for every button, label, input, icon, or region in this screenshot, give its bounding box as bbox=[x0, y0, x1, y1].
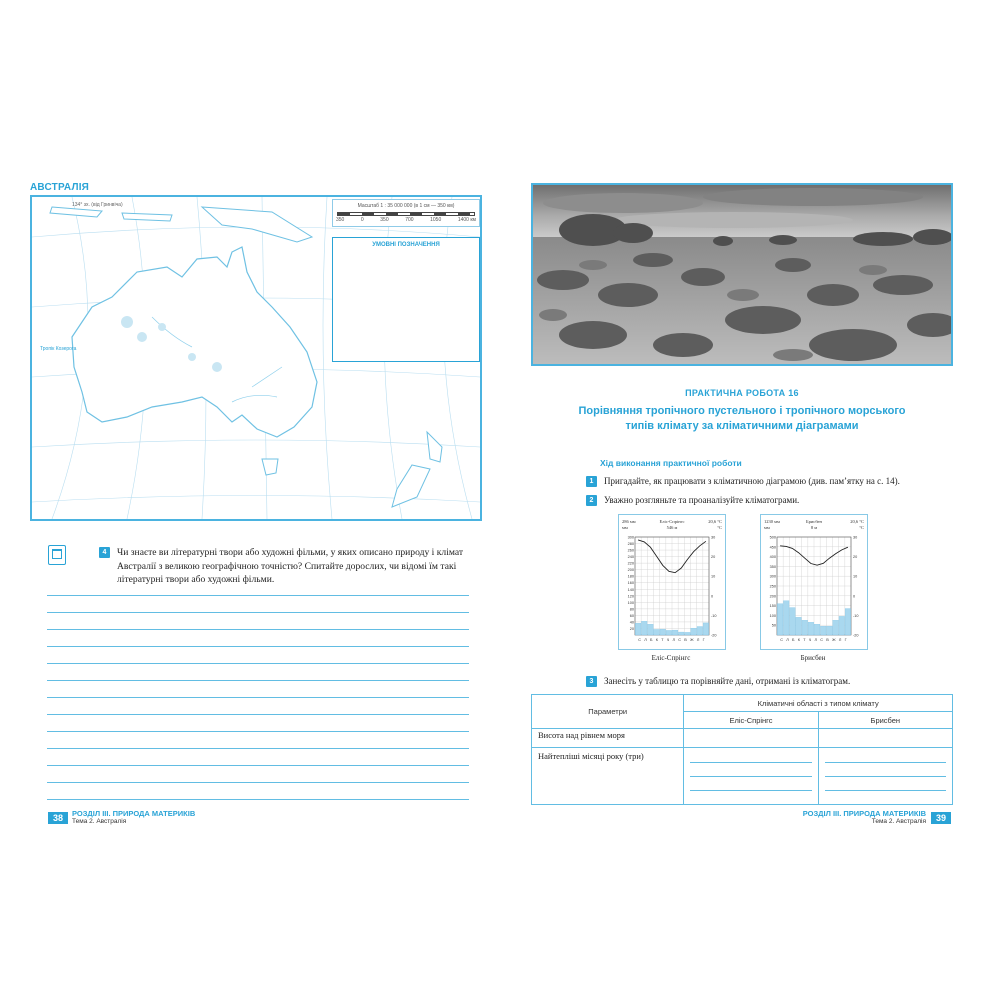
footer-section-right: РОЗДІЛ III. ПРИРОДА МАТЕРИКІВ bbox=[802, 809, 926, 818]
footer-topic-right: Тема 2. Австралія bbox=[871, 818, 926, 825]
c-unit-label: °C bbox=[717, 525, 722, 530]
scale-tick: 0 bbox=[360, 217, 364, 223]
answer-line[interactable] bbox=[47, 680, 469, 681]
footer-section-left: РОЗДІЛ III. ПРИРОДА МАТЕРИКІВ bbox=[72, 809, 196, 818]
table-row bbox=[532, 748, 953, 805]
y-tick-label: 300 bbox=[769, 574, 776, 579]
scale-box bbox=[332, 199, 480, 227]
climatogram-brisbane bbox=[760, 514, 868, 650]
row-label: Найтепліші місяці року (три) bbox=[532, 748, 684, 805]
photo-graphic bbox=[533, 185, 951, 364]
step-text-3: Занесіть у таблицю та порівняйте дані, отримані із кліматограм. bbox=[604, 676, 851, 686]
question-number: 4 bbox=[99, 547, 110, 558]
station-label: Брисбен bbox=[806, 519, 822, 524]
mm-unit-label: мм bbox=[764, 525, 770, 530]
answer-line[interactable] bbox=[47, 646, 469, 647]
precip-bar bbox=[820, 626, 826, 635]
answer-line[interactable] bbox=[47, 697, 469, 698]
scale-bar bbox=[337, 212, 475, 216]
answer-line[interactable] bbox=[47, 595, 469, 596]
precip-bar bbox=[697, 627, 703, 635]
precip-bar bbox=[833, 620, 839, 635]
answer-line[interactable] bbox=[47, 714, 469, 715]
temp-tick-label: 20 bbox=[853, 555, 858, 560]
precip-total-label: 1230 мм bbox=[764, 519, 780, 524]
y-tick-label: 240 bbox=[627, 555, 634, 560]
y-tick-label: 300 bbox=[627, 535, 634, 540]
answer-line[interactable] bbox=[47, 731, 469, 732]
col-header-brisbane: Брисбен bbox=[818, 712, 952, 729]
answer-cell[interactable] bbox=[684, 729, 818, 748]
y-tick-label: 220 bbox=[627, 561, 634, 566]
answer-line[interactable] bbox=[47, 799, 469, 800]
book-icon bbox=[48, 545, 66, 565]
answer-line[interactable] bbox=[47, 765, 469, 766]
landscape-photo bbox=[531, 183, 953, 366]
param-header: Параметри bbox=[532, 695, 684, 729]
temp-tick-label: 30 bbox=[853, 535, 858, 540]
step-number-3: 3 bbox=[586, 676, 597, 687]
answer-line[interactable] bbox=[47, 782, 469, 783]
y-tick-label: 200 bbox=[769, 594, 776, 599]
precip-bar bbox=[814, 624, 820, 635]
y-tick-label: 250 bbox=[769, 584, 776, 589]
page-number-left: 38 bbox=[48, 812, 68, 824]
question-text: Чи знаєте ви літературні твори або художні фільми, у яких описано природу і клімат Австралії з великою географічною точністю? Спитайте дорослих, чи відомі їм такі літературні твори або художні фільми. bbox=[117, 547, 464, 585]
y-tick-label: 80 bbox=[629, 607, 634, 612]
precip-bar bbox=[783, 601, 789, 635]
precip-bar bbox=[672, 630, 678, 635]
y-tick-label: 180 bbox=[627, 574, 634, 579]
y-tick-label: 60 bbox=[629, 613, 634, 618]
y-tick-label: 200 bbox=[627, 568, 634, 573]
tropic-label: Тропік Козерога bbox=[40, 346, 77, 352]
precip-bar bbox=[802, 620, 808, 635]
y-tick-label: 350 bbox=[769, 564, 776, 569]
scale-text: Масштаб 1 : 35 000 000 (в 1 см — 350 км) bbox=[357, 203, 455, 209]
mean-temp-label: 20,6 °C bbox=[850, 519, 864, 524]
step-text-1: Пригадайте, як працювати з кліматичною діаграмою (див. пам’ятку на с. 14). bbox=[604, 476, 900, 486]
answer-cell[interactable] bbox=[818, 748, 952, 805]
group-header: Кліматичні області з типом клімату bbox=[684, 695, 953, 712]
precip-bar bbox=[827, 626, 833, 635]
month-labels: С Л Б К Т Ч Л С В Ж Л Г bbox=[638, 638, 706, 642]
legend-title: УМОВНІ ПОЗНАЧЕННЯ bbox=[372, 242, 440, 248]
answer-line[interactable] bbox=[47, 663, 469, 664]
y-tick-label: 160 bbox=[627, 581, 634, 586]
climatogram-graphic bbox=[619, 515, 725, 649]
y-tick-label: 40 bbox=[629, 620, 634, 625]
temp-tick-label: -20 bbox=[853, 633, 859, 638]
precip-bar bbox=[839, 616, 845, 635]
elevation-label: 8 м bbox=[810, 525, 818, 530]
y-tick-label: 500 bbox=[769, 535, 776, 540]
y-tick-label: 20 bbox=[629, 626, 634, 631]
answer-cell[interactable] bbox=[684, 748, 818, 805]
precip-bar bbox=[845, 609, 851, 635]
y-tick-label: 100 bbox=[627, 600, 634, 605]
climatogram-alice-springs bbox=[618, 514, 726, 650]
temp-tick-label: 30 bbox=[711, 535, 716, 540]
precip-bar bbox=[685, 632, 691, 635]
precip-bar bbox=[796, 617, 802, 635]
precip-bar bbox=[691, 628, 697, 635]
precip-bar bbox=[703, 623, 709, 635]
temp-tick-label: 0 bbox=[711, 594, 714, 599]
y-tick-label: 400 bbox=[769, 555, 776, 560]
step-number-1: 1 bbox=[586, 476, 597, 487]
comparison-table bbox=[531, 694, 953, 805]
y-tick-label: 140 bbox=[627, 587, 634, 592]
mean-temp-label: 20,6 °C bbox=[708, 519, 722, 524]
temp-tick-label: 10 bbox=[853, 574, 858, 579]
elevation-label: 546 м bbox=[666, 525, 678, 530]
temp-tick-label: -10 bbox=[711, 613, 717, 618]
answer-line[interactable] bbox=[47, 748, 469, 749]
precip-bar bbox=[678, 632, 684, 635]
temp-tick-label: -20 bbox=[711, 633, 717, 638]
y-tick-label: 450 bbox=[769, 545, 776, 550]
climatogram-graphic bbox=[761, 515, 867, 649]
month-labels: С Л Б К Т Ч Л С В Ж Л Г bbox=[780, 638, 848, 642]
precip-bar bbox=[666, 630, 672, 635]
practical-label: ПРАКТИЧНА РОБОТА 16 bbox=[685, 388, 799, 398]
y-tick-label: 150 bbox=[769, 604, 776, 609]
course-heading: Хід виконання практичної роботи bbox=[600, 458, 742, 468]
scale-tick: 1050 bbox=[430, 217, 442, 223]
temp-tick-label: 10 bbox=[711, 574, 716, 579]
precip-bar bbox=[777, 604, 783, 635]
australia-map bbox=[30, 195, 482, 521]
col-header-alice-springs: Еліс-Спрінгс bbox=[684, 712, 818, 729]
c-unit-label: °C bbox=[859, 525, 864, 530]
footer-topic-left: Тема 2. Австралія bbox=[72, 818, 127, 825]
precip-bar bbox=[635, 623, 641, 635]
practical-title: Порівняння тропічного пустельного і тропічного морського типів клімату за кліматичними діаграмами bbox=[578, 405, 906, 432]
answer-line[interactable] bbox=[47, 629, 469, 630]
table-row bbox=[532, 729, 953, 748]
y-tick-label: 280 bbox=[627, 542, 634, 547]
scale-ticks bbox=[336, 217, 476, 223]
precip-bar bbox=[641, 621, 647, 635]
mm-unit-label: мм bbox=[622, 525, 628, 530]
precip-bar bbox=[660, 629, 666, 635]
precip-bar bbox=[808, 622, 814, 635]
row-label: Висота над рівнем моря bbox=[532, 729, 684, 748]
answer-cell[interactable] bbox=[818, 729, 952, 748]
chart-caption-alice-springs: Еліс-Спрінгс bbox=[651, 654, 691, 662]
precip-bar bbox=[790, 608, 796, 635]
y-tick-label: 120 bbox=[627, 594, 634, 599]
scale-tick: 350 bbox=[336, 217, 345, 223]
page-number-right: 39 bbox=[931, 812, 951, 824]
precip-bar bbox=[654, 629, 660, 635]
station-label: Еліс-Спрінгс bbox=[659, 519, 685, 524]
y-tick-label: 100 bbox=[769, 613, 776, 618]
step-number-2: 2 bbox=[586, 495, 597, 506]
legend-box[interactable] bbox=[332, 237, 480, 362]
y-tick-label: 260 bbox=[627, 548, 634, 553]
step-text-2: Уважно розгляньте та проаналізуйте кліматограми. bbox=[604, 495, 800, 505]
chart-caption-brisbane: Брисбен bbox=[800, 654, 826, 662]
precip-total-label: 286 мм bbox=[622, 519, 636, 524]
y-tick-label: 50 bbox=[771, 623, 776, 628]
temp-tick-label: 20 bbox=[711, 555, 716, 560]
scale-tick: 350 bbox=[380, 217, 389, 223]
map-title: АВСТРАЛІЯ bbox=[30, 182, 90, 193]
scale-tick: 1400 км bbox=[457, 217, 476, 223]
answer-line[interactable] bbox=[47, 612, 469, 613]
scale-tick: 700 bbox=[405, 217, 414, 223]
temp-tick-label: 0 bbox=[853, 594, 856, 599]
meridian-label: 134° зх. (від Гринвіча) bbox=[72, 202, 123, 208]
temp-tick-label: -10 bbox=[853, 613, 859, 618]
precip-bar bbox=[648, 624, 654, 635]
